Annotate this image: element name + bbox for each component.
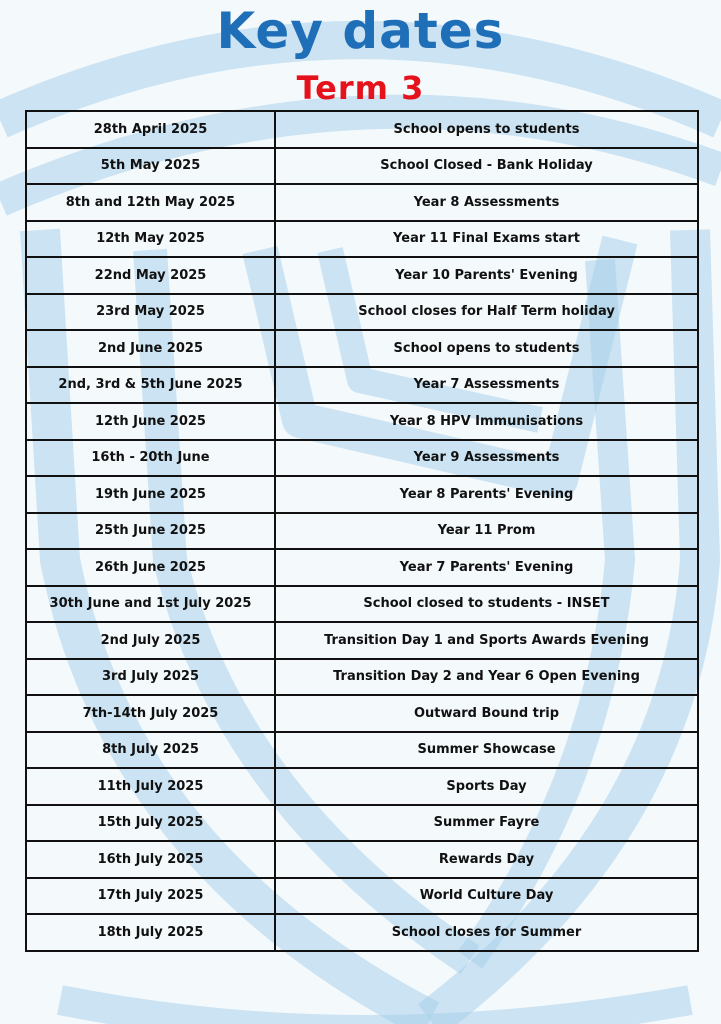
table-row	[26, 805, 698, 842]
date-cell: 22nd May 2025	[26, 257, 275, 294]
date-cell: 3rd July 2025	[26, 659, 275, 696]
event-cell: Summer Fayre	[275, 805, 698, 842]
key-dates-table-body	[26, 111, 698, 951]
date-cell: 26th June 2025	[26, 549, 275, 586]
table-row	[26, 586, 698, 623]
table-row	[26, 330, 698, 367]
term-subtitle: Term 3	[296, 69, 425, 107]
table-row	[26, 403, 698, 440]
table-row	[26, 184, 698, 221]
table-row	[26, 476, 698, 513]
table-row	[26, 148, 698, 185]
date-cell: 15th July 2025	[26, 805, 275, 842]
date-cell: 18th July 2025	[26, 914, 275, 951]
table-row	[26, 732, 698, 769]
date-cell: 28th April 2025	[26, 111, 275, 148]
table-row	[26, 695, 698, 732]
event-cell: Year 10 Parents' Evening	[275, 257, 698, 294]
date-cell: 11th July 2025	[26, 768, 275, 805]
date-cell: 23rd May 2025	[26, 294, 275, 331]
date-cell: 16th - 20th June	[26, 440, 275, 477]
event-cell: Year 7 Parents' Evening	[275, 549, 698, 586]
event-cell: School opens to students	[275, 111, 698, 148]
table-row	[26, 841, 698, 878]
event-cell: School Closed - Bank Holiday	[275, 148, 698, 185]
table-row	[26, 294, 698, 331]
table-row	[26, 878, 698, 915]
date-cell: 7th-14th July 2025	[26, 695, 275, 732]
date-cell: 2nd June 2025	[26, 330, 275, 367]
table-row	[26, 914, 698, 951]
date-cell: 25th June 2025	[26, 513, 275, 550]
date-cell: 12th May 2025	[26, 221, 275, 258]
date-cell: 16th July 2025	[26, 841, 275, 878]
date-cell: 30th June and 1st July 2025	[26, 586, 275, 623]
table-row	[26, 513, 698, 550]
event-cell: Transition Day 1 and Sports Awards Evening	[275, 622, 698, 659]
key-dates-table	[25, 110, 699, 952]
date-cell: 2nd July 2025	[26, 622, 275, 659]
event-cell: World Culture Day	[275, 878, 698, 915]
event-cell: Year 9 Assessments	[275, 440, 698, 477]
event-cell: Year 11 Final Exams start	[275, 221, 698, 258]
event-cell: School opens to students	[275, 330, 698, 367]
date-cell: 19th June 2025	[26, 476, 275, 513]
event-cell: Rewards Day	[275, 841, 698, 878]
table-row	[26, 440, 698, 477]
event-cell: Year 8 Assessments	[275, 184, 698, 221]
date-cell: 12th June 2025	[26, 403, 275, 440]
date-cell: 5th May 2025	[26, 148, 275, 185]
page-title: Key dates	[216, 2, 505, 60]
event-cell: Transition Day 2 and Year 6 Open Evening	[275, 659, 698, 696]
event-cell: Year 8 HPV Immunisations	[275, 403, 698, 440]
date-cell: 2nd, 3rd & 5th June 2025	[26, 367, 275, 404]
table-row	[26, 549, 698, 586]
table-row	[26, 111, 698, 148]
table-row	[26, 367, 698, 404]
event-cell: Summer Showcase	[275, 732, 698, 769]
event-cell: Year 7 Assessments	[275, 367, 698, 404]
table-row	[26, 257, 698, 294]
event-cell: Outward Bound trip	[275, 695, 698, 732]
date-cell: 8th and 12th May 2025	[26, 184, 275, 221]
date-cell: 8th July 2025	[26, 732, 275, 769]
table-row	[26, 221, 698, 258]
table-row	[26, 768, 698, 805]
event-cell: School closed to students - INSET	[275, 586, 698, 623]
table-row	[26, 622, 698, 659]
event-cell: Sports Day	[275, 768, 698, 805]
event-cell: School closes for Half Term holiday	[275, 294, 698, 331]
event-cell: Year 8 Parents' Evening	[275, 476, 698, 513]
table-row	[26, 659, 698, 696]
event-cell: Year 11 Prom	[275, 513, 698, 550]
date-cell: 17th July 2025	[26, 878, 275, 915]
event-cell: School closes for Summer	[275, 914, 698, 951]
